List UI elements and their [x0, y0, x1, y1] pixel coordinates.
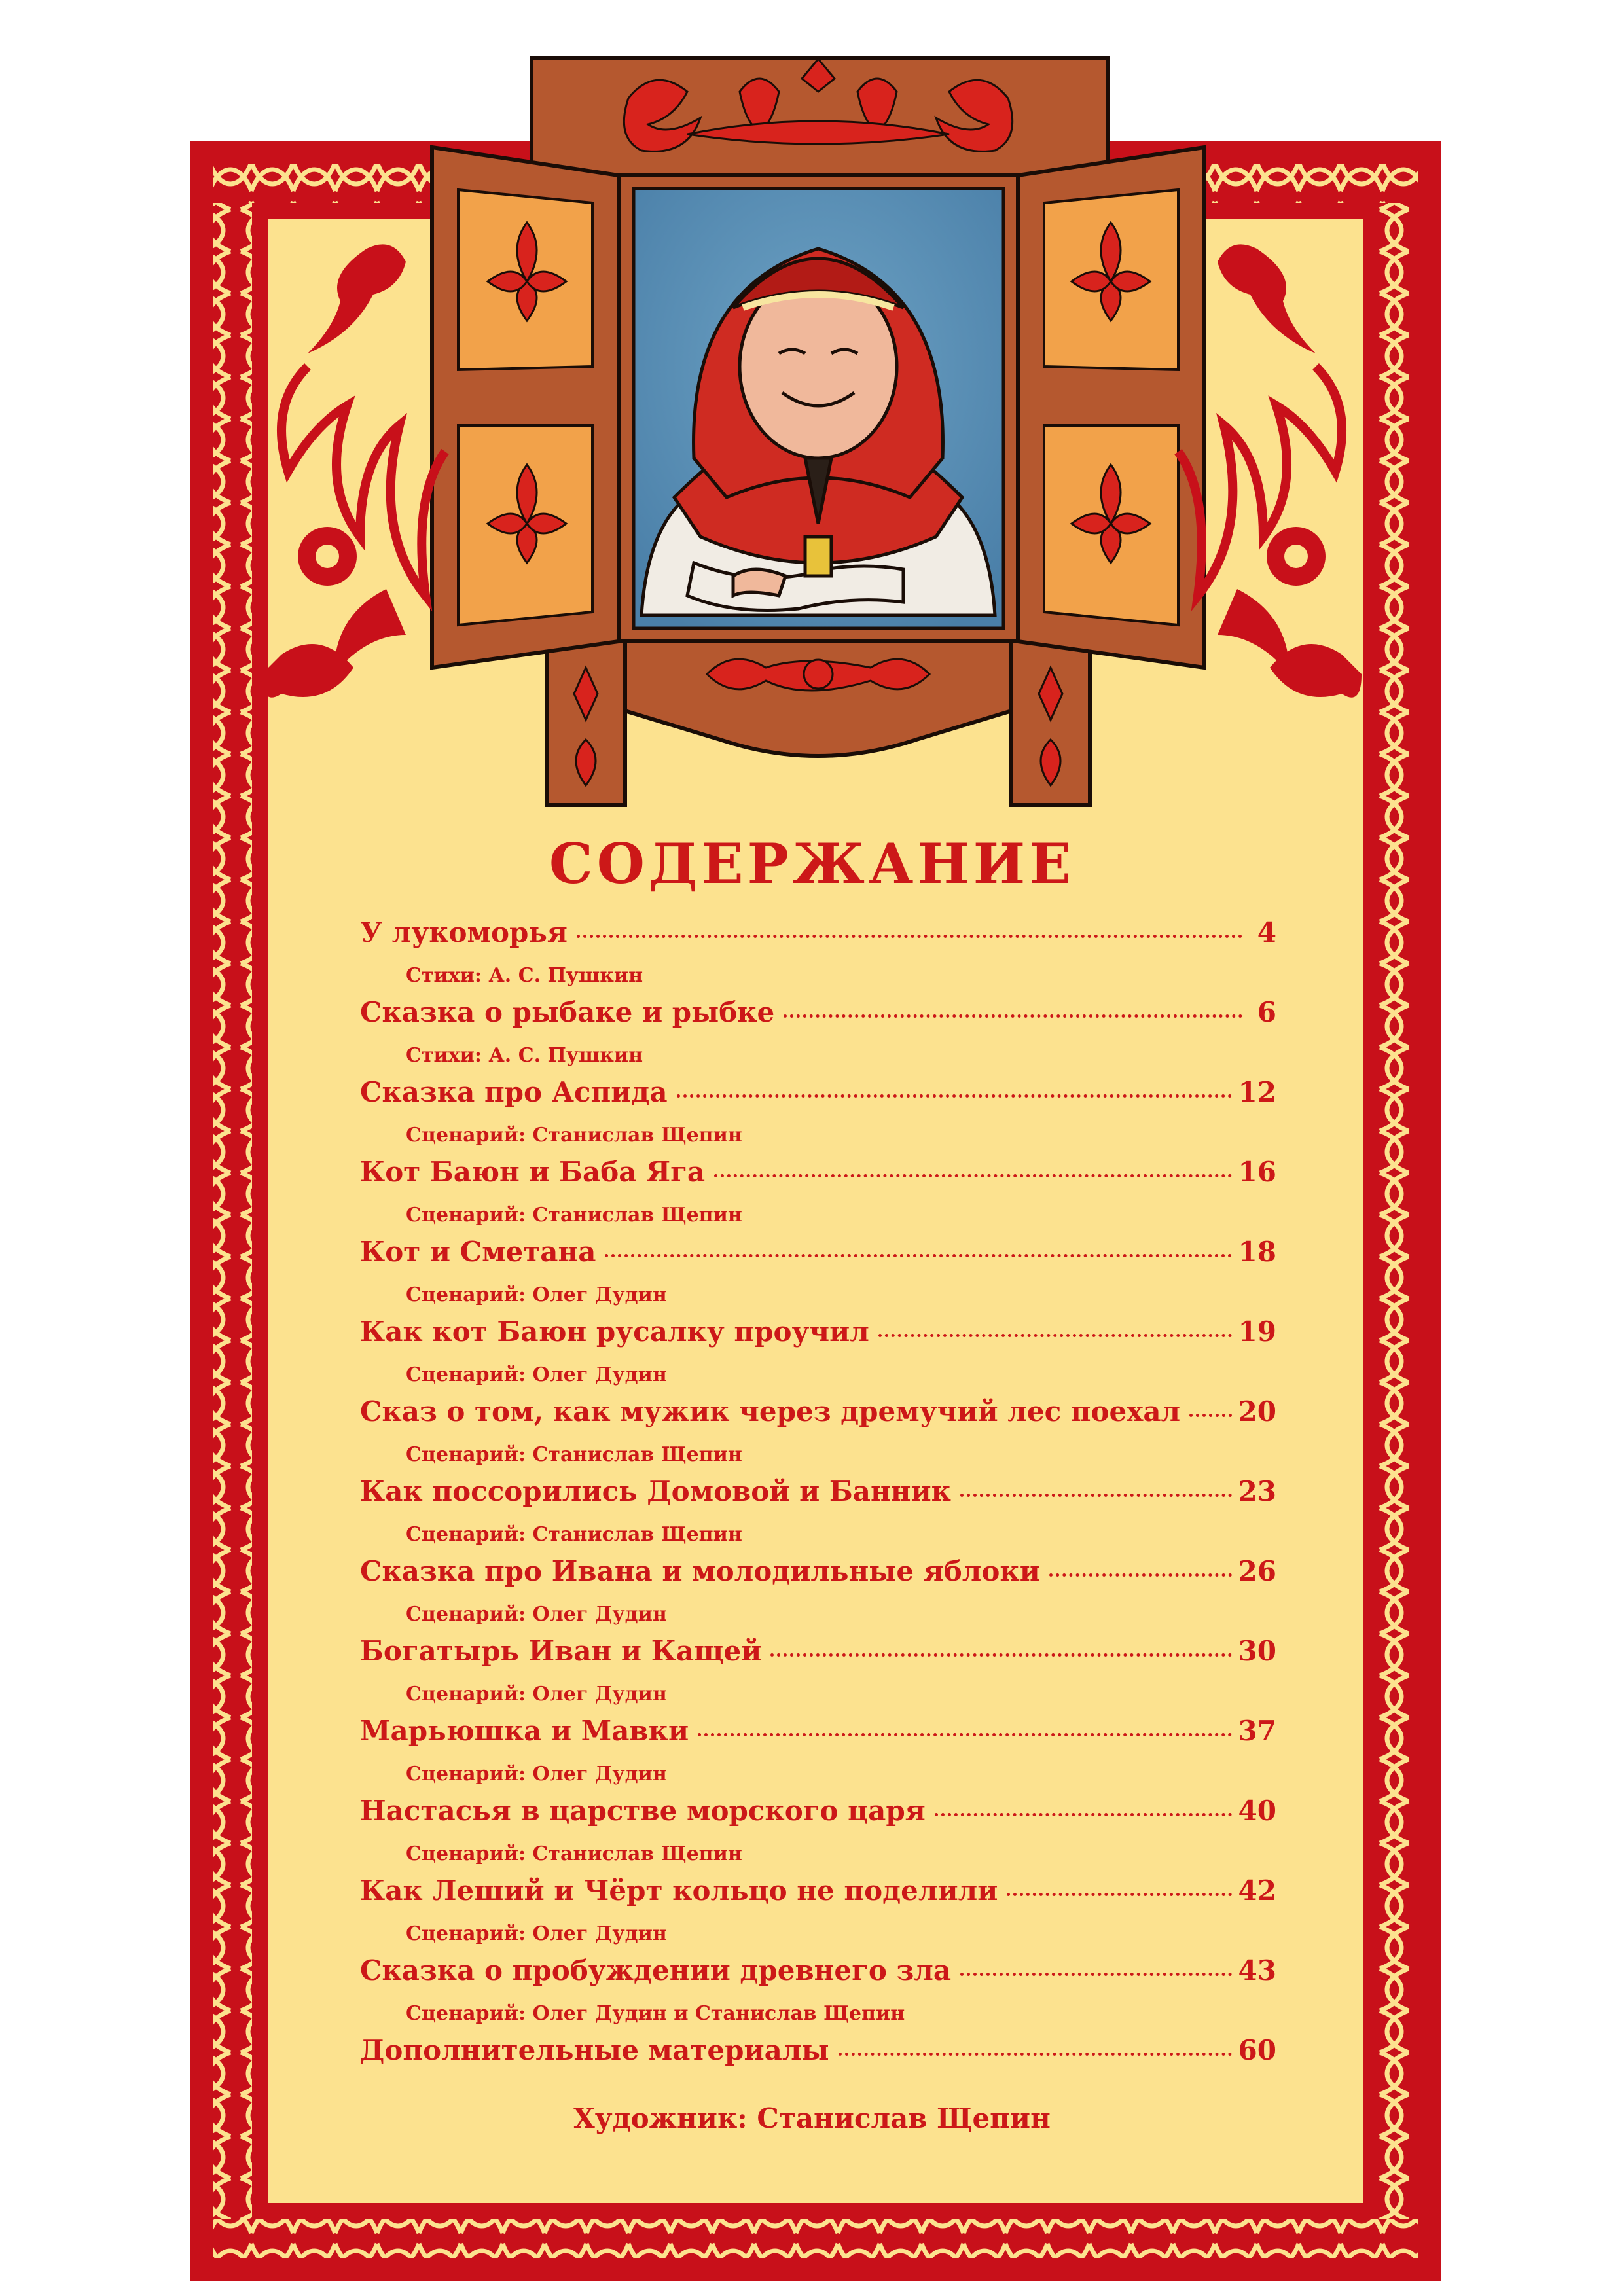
toc-entry-title: Сказка про Аспида: [360, 1076, 668, 1108]
toc-entry-page-number: 40: [1238, 1795, 1276, 1827]
toc-entry-title: Сказка о пробуждении древнего зла: [360, 1954, 952, 1986]
toc-entry-title: Марьюшка и Мавки: [360, 1715, 689, 1747]
toc-entry-line: [360, 1076, 1276, 1119]
toc-entry-page-number: 20: [1238, 1395, 1276, 1427]
toc-entry-line: [360, 1236, 1276, 1279]
artist-credit: Художник: Станислав Щепин: [573, 2102, 1051, 2134]
toc-entry-page-number: 16: [1238, 1156, 1276, 1188]
right-shutter: [1018, 147, 1204, 668]
table-of-contents: [360, 916, 1276, 2114]
toc-entry-page-number: 60: [1238, 2034, 1276, 2066]
toc-entry-author: Сценарий: Станислав Щепин: [406, 1842, 742, 1865]
left-shutter: [432, 147, 619, 668]
dot-leader: [1007, 1893, 1231, 1896]
dot-leader: [1189, 1414, 1231, 1417]
toc-entry: [360, 1954, 1276, 2034]
toc-entry-page-number: 18: [1238, 1236, 1276, 1268]
toc-entry-line: [360, 916, 1276, 960]
toc-entry: [360, 1395, 1276, 1475]
toc-entry-page-number: 37: [1238, 1715, 1276, 1747]
toc-entry-author: Сценарий: Станислав Щепин: [406, 1204, 742, 1227]
toc-entry-title: Как поссорились Домовой и Банник: [360, 1475, 951, 1507]
toc-entry-author: Сценарий: Станислав Щепин: [406, 1124, 742, 1147]
toc-entry-title: Дополнительные материалы: [360, 2034, 829, 2066]
toc-entry-line: [360, 996, 1276, 1039]
toc-entry-title: Сказка про Ивана и молодильные яблоки: [360, 1555, 1040, 1587]
toc-entry-title: Сказка о рыбаке и рыбке: [360, 996, 775, 1028]
toc-entry: [360, 1874, 1276, 1954]
dot-leader: [935, 1813, 1232, 1816]
toc-entry-line: [360, 1316, 1276, 1359]
toc-entry: [360, 1635, 1276, 1715]
toc-entry-line: [360, 1874, 1276, 1918]
toc-entry: [360, 996, 1276, 1076]
toc-entry-title: Богатырь Иван и Кащей: [360, 1635, 762, 1667]
dot-leader: [784, 1014, 1242, 1018]
dot-leader: [1049, 1573, 1232, 1577]
toc-entry-line: [360, 2034, 1276, 2077]
page-title: СОДЕРЖАНИЕ: [549, 831, 1075, 896]
toc-entry: [360, 1076, 1276, 1156]
toc-entry-line: [360, 1395, 1276, 1439]
toc-entry-title: Как Леший и Чёрт кольцо не поделили: [360, 1874, 998, 1907]
toc-entry-title: Настасья в царстве морского царя: [360, 1795, 926, 1827]
toc-entry: [360, 1316, 1276, 1395]
toc-entry: [360, 1555, 1276, 1635]
toc-entry-page-number: 19: [1238, 1316, 1276, 1348]
toc-entry-line: [360, 1954, 1276, 1998]
toc-entry-page-number: 43: [1238, 1954, 1276, 1986]
toc-entry-author: Сценарий: Станислав Щепин: [406, 1523, 742, 1546]
toc-entry-author: Стихи: А. С. Пушкин: [406, 1044, 643, 1067]
dot-leader: [960, 1494, 1232, 1497]
toc-entry-author: Сценарий: Олег Дудин и Станислав Щепин: [406, 2002, 905, 2025]
toc-entry-line: [360, 1555, 1276, 1598]
dot-leader: [960, 1973, 1231, 1976]
toc-entry: [360, 1795, 1276, 1874]
window-illustration: [432, 58, 1204, 805]
dot-leader: [714, 1174, 1231, 1177]
toc-entry: [360, 1156, 1276, 1236]
toc-entry-line: [360, 1156, 1276, 1199]
toc-entry-line: [360, 1795, 1276, 1838]
dot-leader: [878, 1334, 1232, 1337]
toc-entry-author: Стихи: А. С. Пушкин: [406, 964, 643, 987]
toc-entry-page-number: 6: [1257, 996, 1276, 1028]
toc-entry-author: Сценарий: Олег Дудин: [406, 1603, 667, 1626]
toc-entry-author: Сценарий: Олег Дудин: [406, 1922, 667, 1945]
toc-entry: [360, 916, 1276, 996]
toc-entry-page-number: 23: [1238, 1475, 1276, 1507]
toc-entry: [360, 1475, 1276, 1555]
toc-entry-page-number: 26: [1238, 1555, 1276, 1587]
toc-entry-page-number: 30: [1238, 1635, 1276, 1667]
dot-leader: [698, 1733, 1231, 1736]
toc-entry-author: Сценарий: Олег Дудин: [406, 1363, 667, 1386]
dot-leader: [577, 935, 1242, 938]
dot-leader: [677, 1094, 1232, 1098]
toc-entry-author: Сценарий: Станислав Щепин: [406, 1443, 742, 1466]
toc-entry-title: Сказ о том, как мужик через дремучий лес поехал: [360, 1395, 1181, 1427]
toc-entry-author: Сценарий: Олег Дудин: [406, 1683, 667, 1706]
toc-entry-title: Кот Баюн и Баба Яга: [360, 1156, 706, 1188]
dot-leader: [770, 1653, 1231, 1657]
toc-entry-page-number: 4: [1257, 916, 1276, 948]
toc-entry-author: Сценарий: Олег Дудин: [406, 1763, 667, 1785]
toc-entry-page-number: 42: [1238, 1874, 1276, 1907]
toc-entry-title: Как кот Баюн русалку проучил: [360, 1316, 869, 1348]
toc-entry: [360, 1236, 1276, 1316]
toc-entry: [360, 1715, 1276, 1795]
toc-entry-author: Сценарий: Олег Дудин: [406, 1283, 667, 1306]
dot-leader: [605, 1254, 1231, 1257]
toc-entry-line: [360, 1475, 1276, 1518]
dot-leader: [839, 2053, 1232, 2056]
toc-entry-line: [360, 1715, 1276, 1758]
toc-entry-title: Кот и Сметана: [360, 1236, 596, 1268]
toc-entry-line: [360, 1635, 1276, 1678]
toc-entry-page-number: 12: [1238, 1076, 1276, 1108]
toc-entry-title: У лукоморья: [360, 916, 568, 948]
